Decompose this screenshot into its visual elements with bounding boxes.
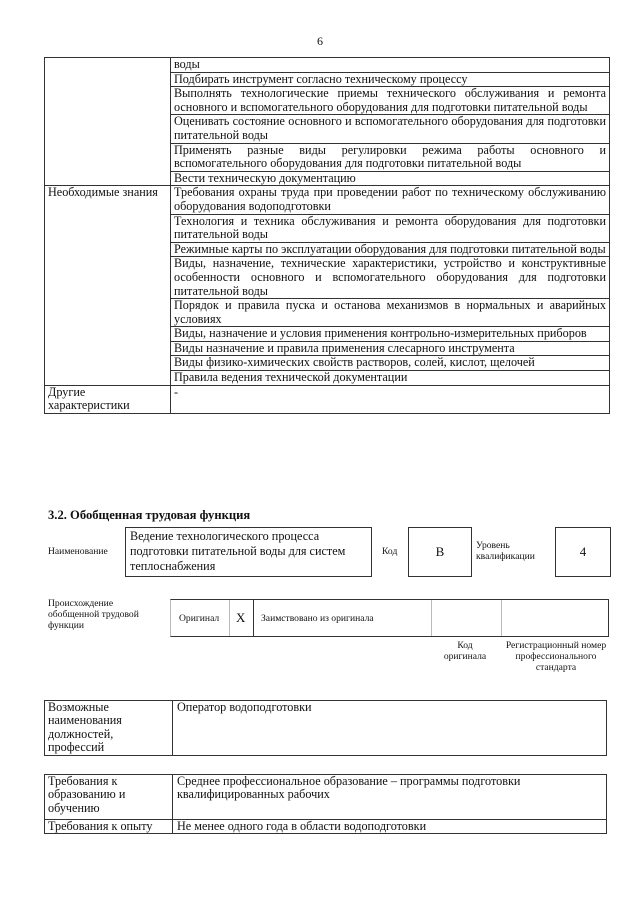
table-cell: Требования охраны труда при проведении работ по техническому обслуживанию оборудования водоподготовки	[171, 186, 610, 214]
table-cell: Порядок и правила пуска и останова механизмов в нормальных и аварийных условиях	[171, 299, 610, 327]
education-value: Среднее профессиональное образование – программы подготовки квалифицированных рабочих	[173, 775, 607, 820]
education-label: Требования к образованию и обучению	[45, 775, 173, 820]
experience-label: Требования к опыту	[45, 820, 173, 834]
section-title: 3.2. Обобщенная трудовая функция	[48, 508, 251, 522]
page-number: 6	[317, 34, 323, 48]
table-cell: Оценивать состояние основного и вспомогательного оборудования для подготовки питательной воды	[171, 115, 610, 143]
experience-value: Не менее одного года в области водоподготовки	[173, 820, 607, 834]
level-value: 4	[579, 544, 587, 559]
knowledge-label: Необходимые знания	[45, 186, 171, 385]
origin-box	[170, 599, 609, 637]
table-row	[45, 186, 610, 214]
divider	[501, 600, 502, 636]
level-box	[555, 527, 611, 577]
other-value: -	[171, 385, 610, 413]
table-cell: Виды, назначение, технические характеристики, устройство и конструктивные особенности основного и вспомогательного оборудования для подготовки питательной воды	[171, 257, 610, 299]
professions-label: Возможные наименования должностей, профессий	[45, 701, 173, 756]
code-label: Код	[382, 546, 398, 557]
divider	[431, 600, 432, 636]
table-cell: Режимные карты по эксплуатации оборудования для подготовки питательной воды	[171, 242, 610, 257]
skills-knowledge-table	[44, 57, 610, 414]
skills-label-cell	[45, 58, 171, 186]
table-row	[45, 701, 607, 756]
table-cell: Правила ведения технической документации	[171, 371, 610, 386]
table-cell: Виды назначение и правила применения слесарного инструмента	[171, 341, 610, 356]
name-box	[125, 527, 372, 577]
table-cell: Применять разные виды регулировки режима работы основного и вспомогательного оборудования для подготовки питательной воды	[171, 143, 610, 171]
table-cell: Выполнять технологические приемы технического обслуживания и ремонта основного и вспомогательного оборудования для подготовки питательной воды	[171, 87, 610, 115]
code-original-label: Код оригинала	[443, 640, 487, 662]
reg-number-label: Регистрационный номер профессионального стандарта	[505, 640, 607, 673]
table-row	[45, 820, 607, 834]
table-cell: Виды физико-химических свойств растворов, солей, кислот, щелочей	[171, 356, 610, 371]
code-value: В	[435, 544, 445, 559]
name-label: Наименование	[48, 546, 108, 557]
professions-table	[44, 700, 607, 756]
name-value: Ведение технологического процесса подготовки питательной воды для систем теплоснабжения	[130, 529, 346, 573]
original-mark: X	[236, 610, 246, 625]
level-label: Уровень квалификации	[476, 540, 535, 562]
professions-value: Оператор водоподготовки	[173, 701, 607, 756]
borrowed-label: Заимствовано из оригинала	[261, 613, 374, 624]
table-cell: Технология и техника обслуживания и ремонта оборудования для подготовки питательной воды	[171, 214, 610, 242]
table-row	[45, 385, 610, 413]
table-row	[45, 58, 610, 73]
code-box	[408, 527, 472, 577]
original-label: Оригинал	[179, 613, 220, 624]
requirements-table	[44, 774, 607, 834]
table-cell: воды	[171, 58, 610, 73]
table-cell: Вести техническую документацию	[171, 171, 610, 186]
table-row	[45, 775, 607, 820]
table-cell: Подбирать инструмент согласно техническому процессу	[171, 72, 610, 87]
table-cell: Виды, назначение и условия применения контрольно-измерительных приборов	[171, 327, 610, 342]
other-label: Другие характеристики	[45, 385, 171, 413]
origin-label: Происхождение обобщенной трудовой функции	[48, 598, 139, 631]
